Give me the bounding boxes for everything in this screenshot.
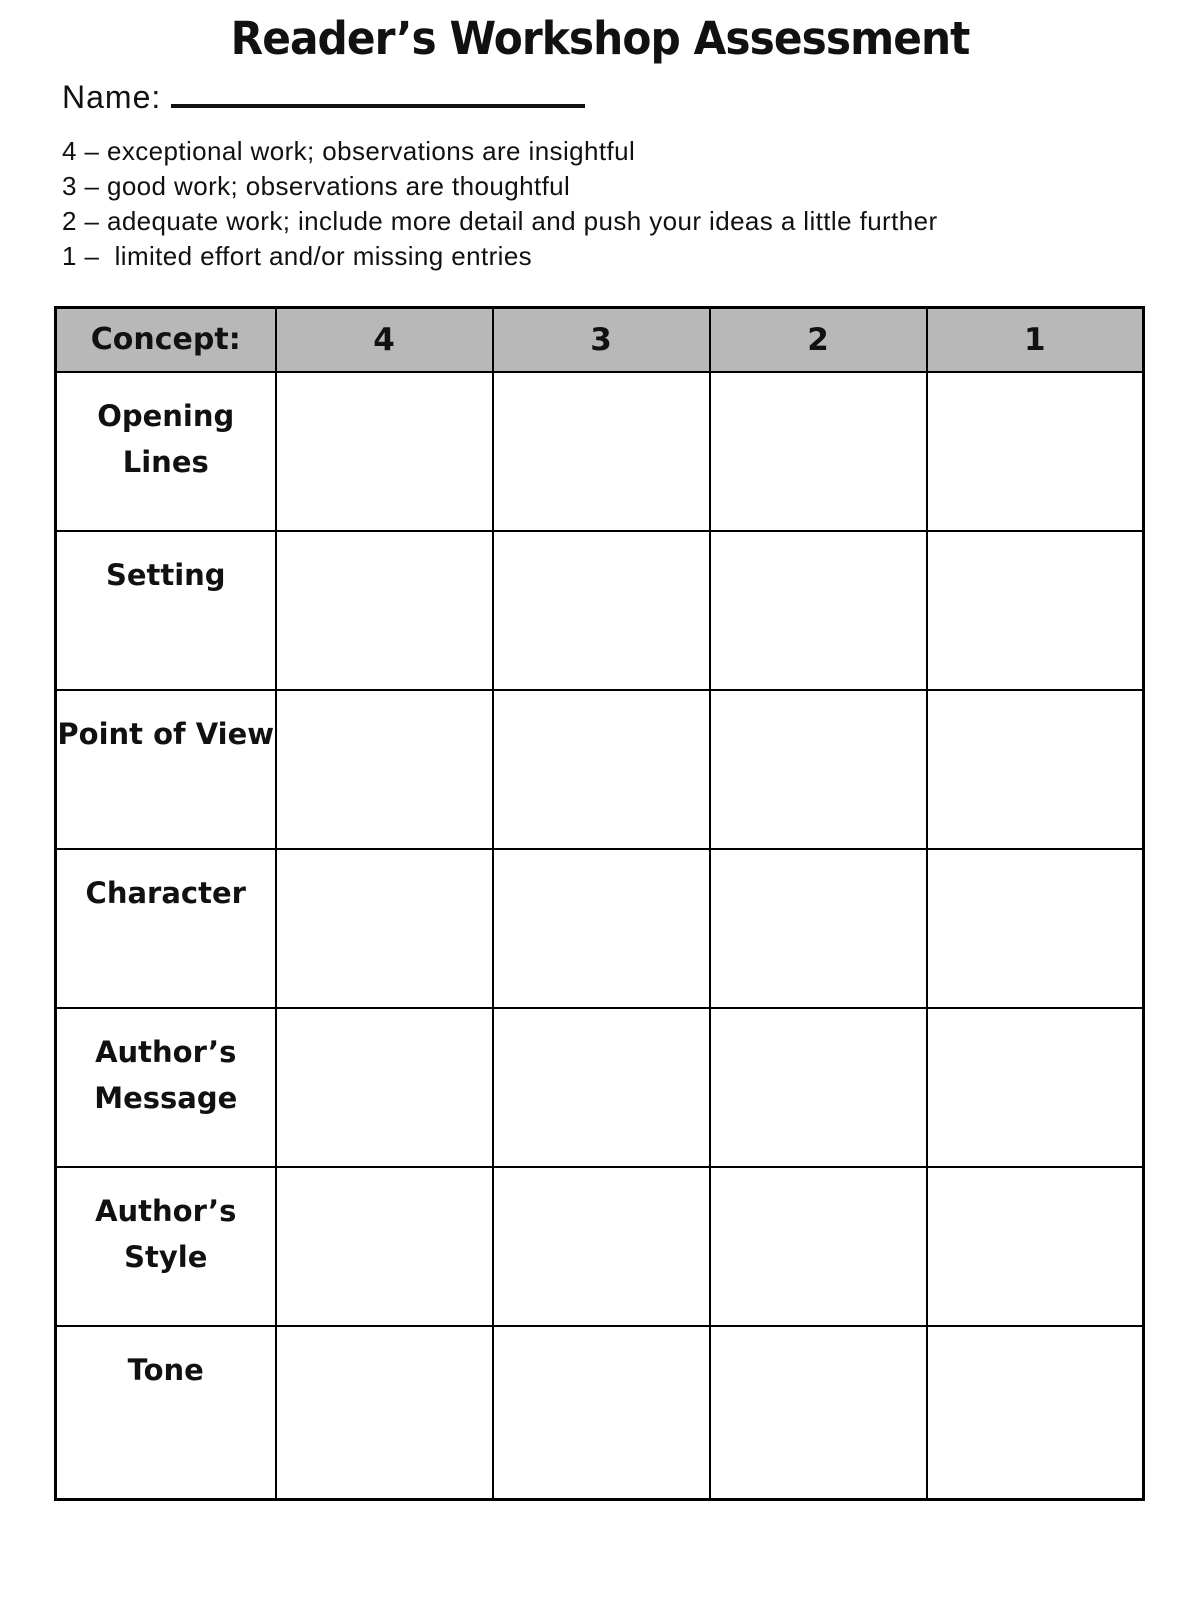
table-row-point-of-view [56,690,1144,849]
name-row [62,78,585,116]
table-row-setting [56,531,1144,690]
row-label: Tone [56,1326,276,1500]
score-cell [276,531,493,690]
score-cell [493,1167,710,1326]
table-row-authors-message [56,1008,1144,1167]
page-title: Reader’s Workshop Assessment [230,12,970,65]
header-score-1: 1 [927,308,1144,372]
header-score-2: 2 [710,308,927,372]
score-cell [276,372,493,531]
score-cell [927,1167,1144,1326]
header-concept: Concept: [56,308,276,372]
score-cell [927,372,1144,531]
score-cell [710,531,927,690]
table-row-character [56,849,1144,1008]
score-cell [276,849,493,1008]
legend-item-2: 2 – adequate work; include more detail and push your ideas a little further [62,206,938,236]
score-cell [276,690,493,849]
score-cell [276,1167,493,1326]
score-cell [710,690,927,849]
score-cell [710,1008,927,1167]
name-blank-line [171,78,585,108]
score-cell [276,1326,493,1500]
score-cell [927,690,1144,849]
header-score-4: 4 [276,308,493,372]
score-cell [927,849,1144,1008]
score-cell [493,372,710,531]
table-row-opening-lines [56,372,1144,531]
score-cell [493,849,710,1008]
score-cell [710,1326,927,1500]
row-label: Character [56,849,276,1008]
score-cell [493,1008,710,1167]
assessment-rubric-table [54,306,1145,1501]
header-score-3: 3 [493,308,710,372]
legend-item-3: 3 – good work; observations are thoughtful [62,171,571,201]
score-cell [927,1326,1144,1500]
score-cell [710,1167,927,1326]
score-cell [493,690,710,849]
score-cell [710,372,927,531]
legend-item-1: 1 – limited effort and/or missing entries [62,241,533,271]
table-row-tone [56,1326,1144,1500]
row-label: Author’s Style [56,1167,276,1326]
row-label: Point of View [56,690,276,849]
score-cell [927,1008,1144,1167]
row-label: Opening Lines [56,372,276,531]
table-row-authors-style [56,1167,1144,1326]
rating-legend [62,134,938,274]
score-cell [710,849,927,1008]
score-cell [276,1008,493,1167]
score-cell [927,531,1144,690]
score-cell [493,531,710,690]
score-cell [493,1326,710,1500]
row-label: Setting [56,531,276,690]
table-header-row [56,308,1144,372]
row-label: Author’s Message [56,1008,276,1167]
name-label: Name: [62,79,162,115]
legend-item-4: 4 – exceptional work; observations are insightful [62,136,636,166]
